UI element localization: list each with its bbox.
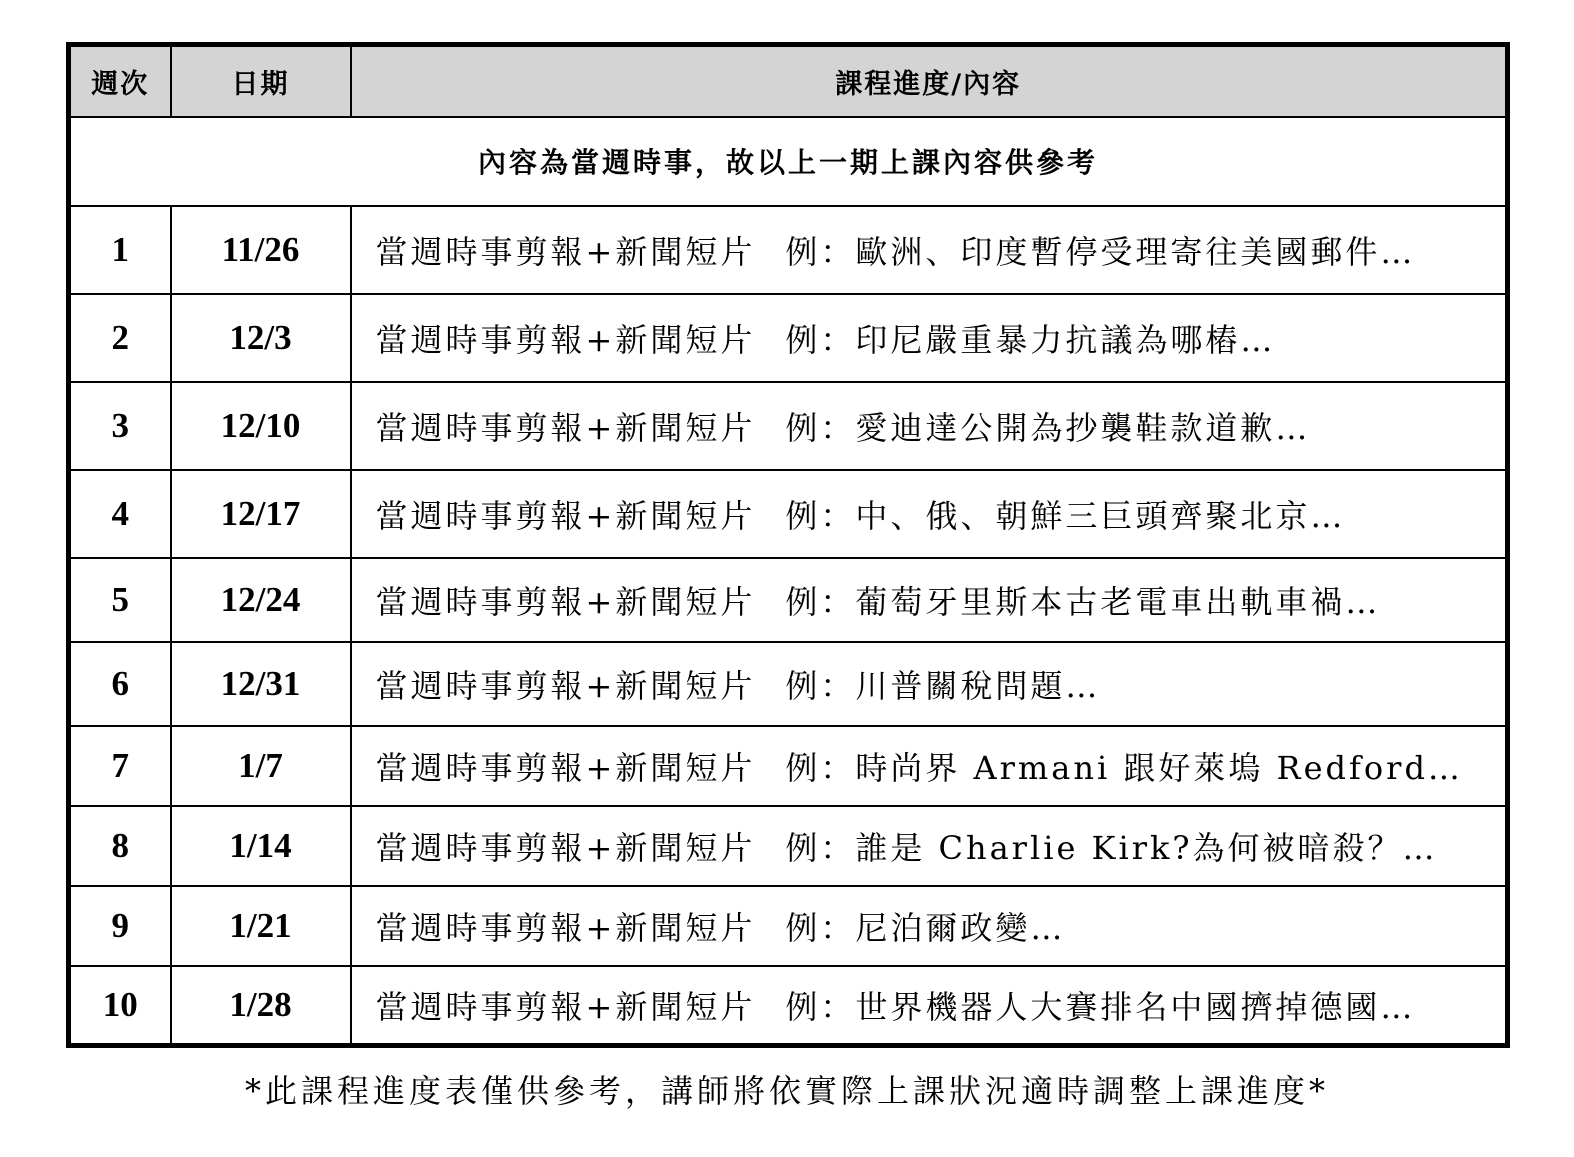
date-cell: 12/10: [171, 382, 351, 470]
content-example: 例：歐洲、印度暫停受理寄往美國郵件…: [785, 232, 1416, 271]
week-cell: 1: [69, 206, 171, 294]
content-example: 例：愛迪達公開為抄襲鞋款道歉…: [785, 408, 1311, 447]
date-cell: 11/26: [171, 206, 351, 294]
content-topic: 當週時事剪報+新聞短片: [375, 496, 756, 535]
course-schedule-table: [66, 42, 1510, 1048]
content-example: 例：世界機器人大賽排名中國擠掉德國…: [785, 987, 1416, 1026]
week-cell: 3: [69, 382, 171, 470]
table-row: [69, 726, 1508, 806]
table-row: [69, 558, 1508, 642]
week-cell: 7: [69, 726, 171, 806]
content-example: 例：誰是 Charlie Kirk?為何被暗殺？…: [785, 828, 1438, 867]
content-example: 例：中、俄、朝鮮三巨頭齊聚北京…: [785, 496, 1346, 535]
footnote: *此課程進度表僅供參考，講師將依實際上課狀況適時調整上課進度*: [244, 1072, 1329, 1110]
table-body: [69, 117, 1508, 1046]
date-cell: 1/7: [171, 726, 351, 806]
week-cell: 4: [69, 470, 171, 558]
notice-text: 內容為當週時事，故以上一期上課內容供參考: [69, 117, 1508, 206]
date-cell: 12/3: [171, 294, 351, 382]
content-example: 例：印尼嚴重暴力抗議為哪樁…: [785, 320, 1276, 359]
content-topic: 當週時事剪報+新聞短片: [375, 320, 756, 359]
date-cell: 12/17: [171, 470, 351, 558]
content-cell: [351, 558, 1508, 642]
content-topic: 當週時事剪報+新聞短片: [375, 828, 756, 867]
date-cell: 1/21: [171, 886, 351, 966]
content-topic: 當週時事剪報+新聞短片: [375, 582, 756, 621]
content-topic: 當週時事剪報+新聞短片: [375, 908, 756, 947]
content-topic: 當週時事剪報+新聞短片: [375, 408, 756, 447]
content-topic: 當週時事剪報+新聞短片: [375, 232, 756, 271]
content-cell: [351, 726, 1508, 806]
week-cell: 10: [69, 966, 171, 1046]
date-cell: 12/24: [171, 558, 351, 642]
header-date: 日期: [171, 45, 351, 117]
table-row: [69, 382, 1508, 470]
date-cell: 1/14: [171, 806, 351, 886]
content-example: 例：葡萄牙里斯本古老電車出軌車禍…: [785, 582, 1381, 621]
content-cell: [351, 642, 1508, 726]
content-example: 例：時尚界 Armani 跟好萊塢 Redford…: [785, 748, 1463, 787]
week-cell: 6: [69, 642, 171, 726]
content-example: 例：川普關稅問題…: [785, 666, 1101, 705]
table-row: [69, 966, 1508, 1046]
week-cell: 9: [69, 886, 171, 966]
content-example: 例：尼泊爾政變…: [785, 908, 1066, 947]
week-cell: 2: [69, 294, 171, 382]
notice-row: [69, 117, 1508, 206]
table-row: [69, 206, 1508, 294]
table-header: [69, 45, 1508, 117]
content-cell: [351, 470, 1508, 558]
week-cell: 5: [69, 558, 171, 642]
header-content: 課程進度/內容: [351, 45, 1508, 117]
content-cell: [351, 382, 1508, 470]
content-cell: [351, 966, 1508, 1046]
table-row: [69, 470, 1508, 558]
content-cell: [351, 806, 1508, 886]
date-cell: 1/28: [171, 966, 351, 1046]
week-cell: 8: [69, 806, 171, 886]
header-row: [69, 45, 1508, 117]
content-cell: [351, 886, 1508, 966]
table-row: [69, 806, 1508, 886]
table-row: [69, 886, 1508, 966]
date-cell: 12/31: [171, 642, 351, 726]
table-row: [69, 294, 1508, 382]
content-cell: [351, 294, 1508, 382]
content-topic: 當週時事剪報+新聞短片: [375, 666, 756, 705]
table-row: [69, 642, 1508, 726]
content-topic: 當週時事剪報+新聞短片: [375, 748, 756, 787]
header-week: 週次: [69, 45, 171, 117]
content-cell: [351, 206, 1508, 294]
content-topic: 當週時事剪報+新聞短片: [375, 987, 756, 1026]
